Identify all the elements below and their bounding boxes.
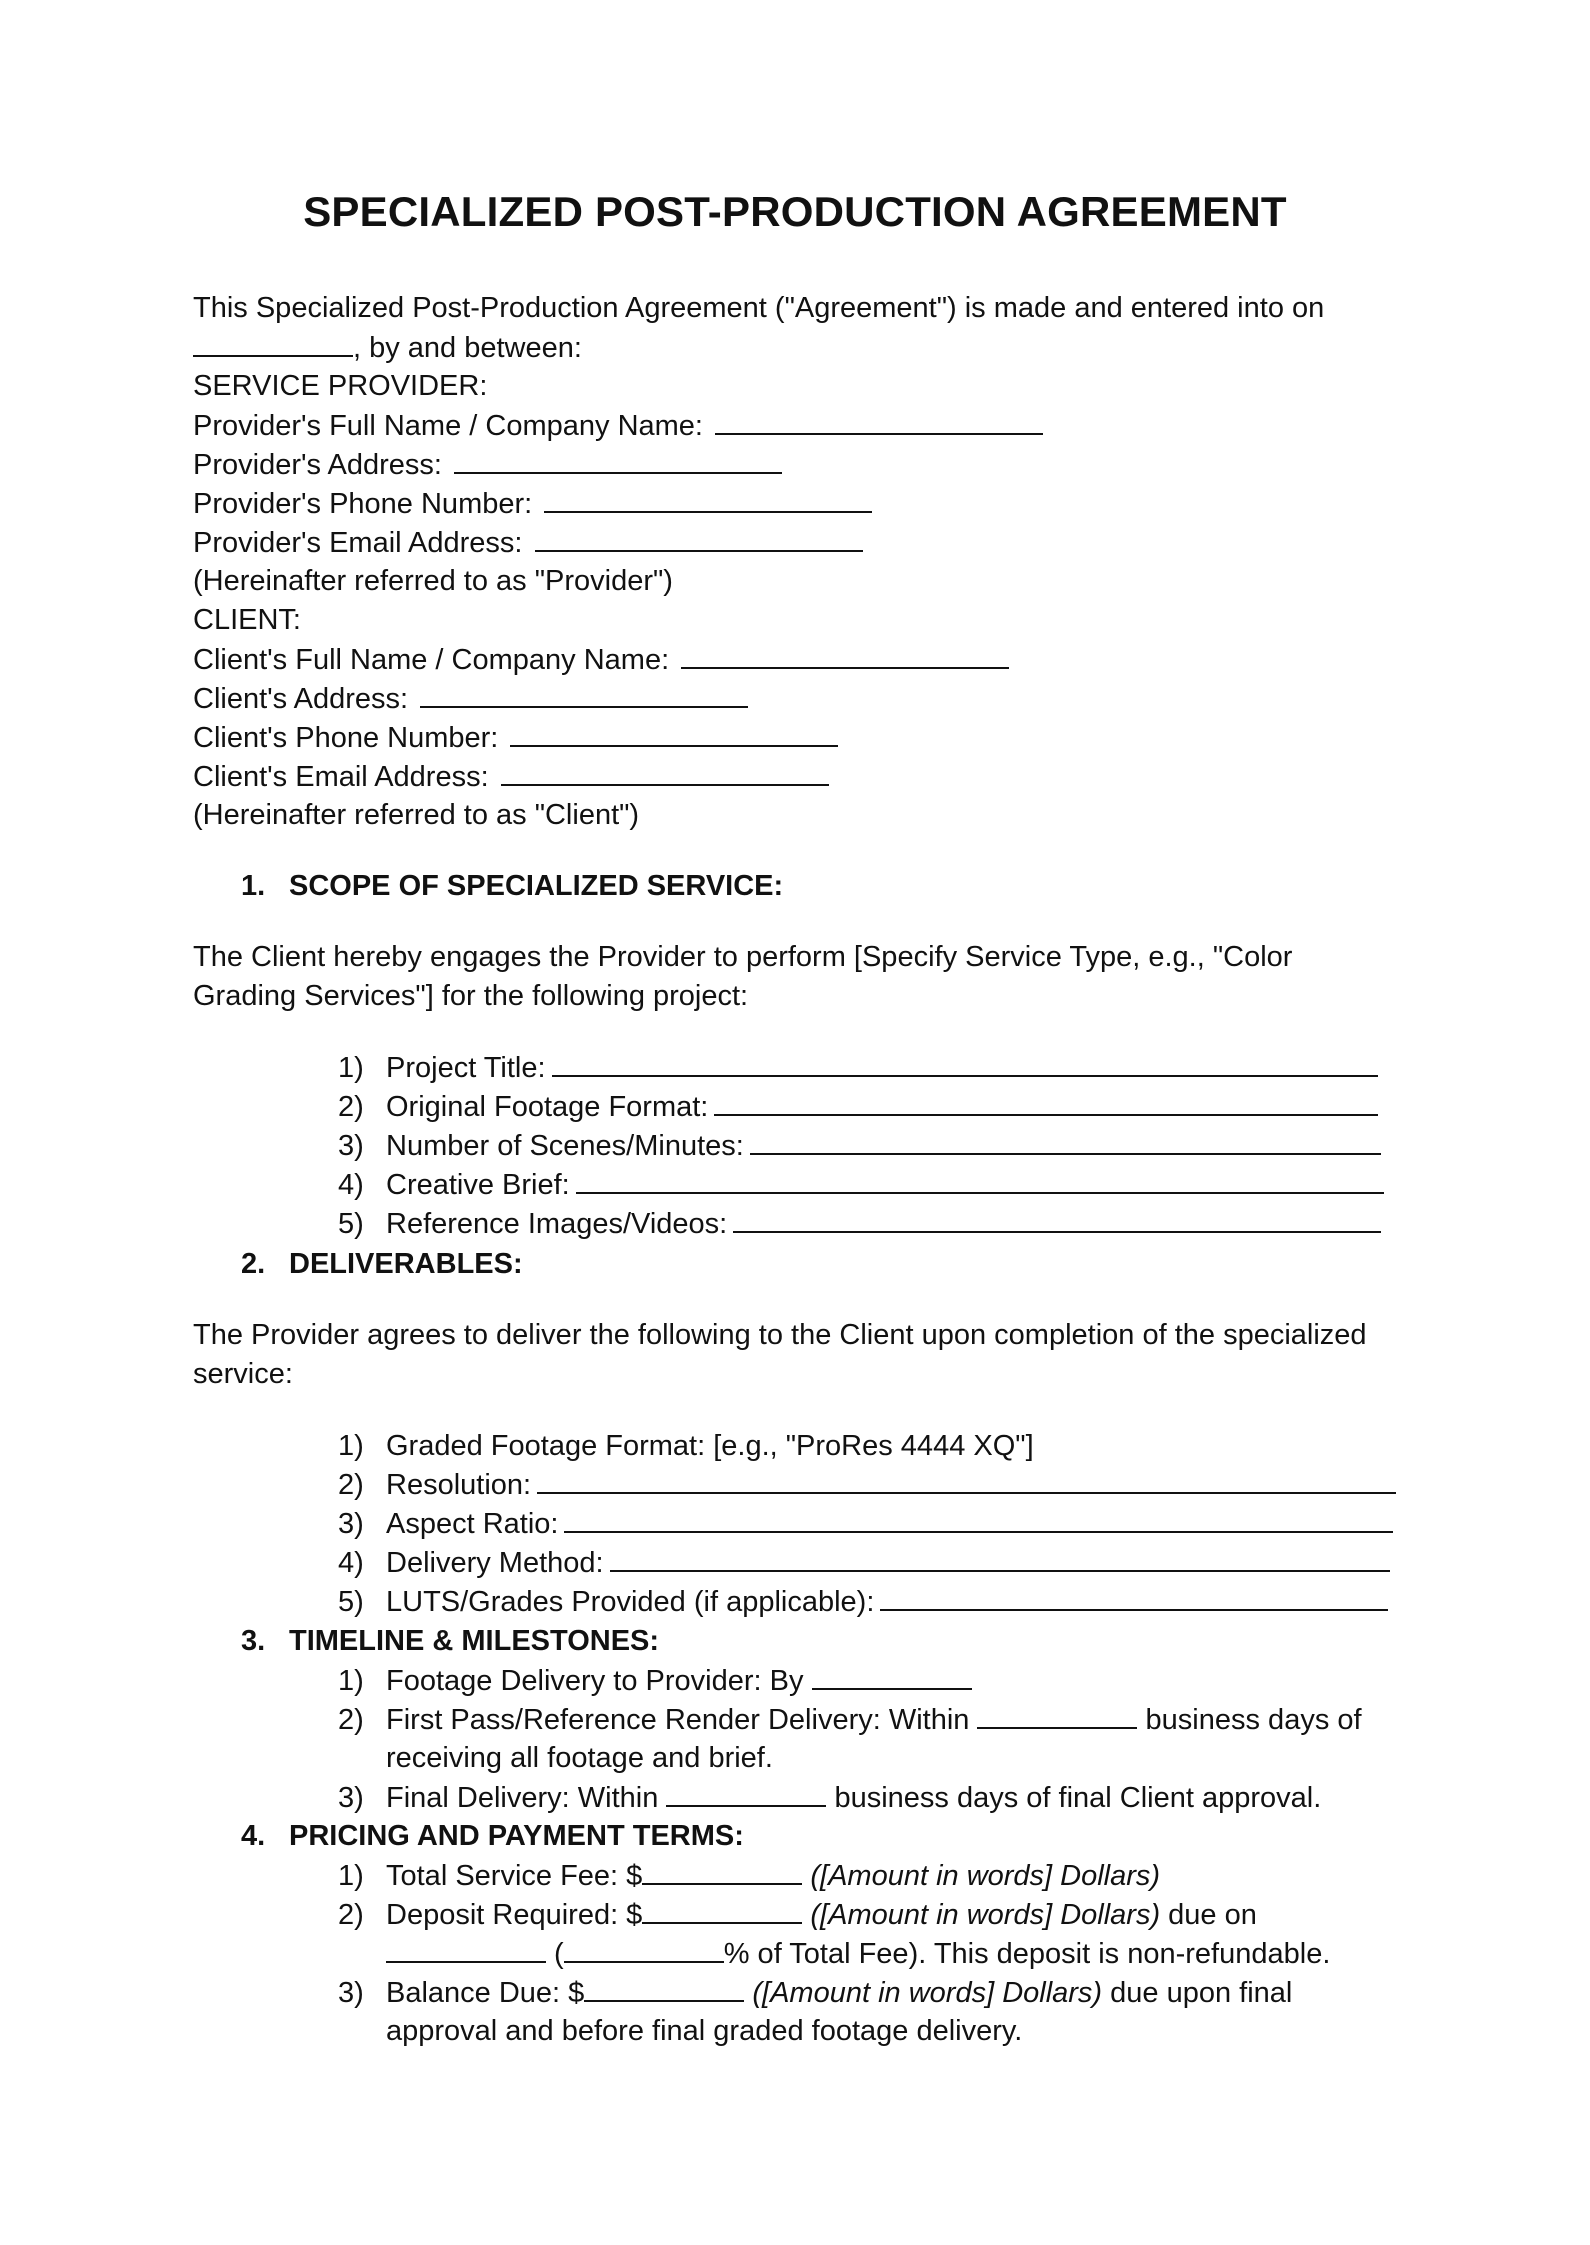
client-referred: (Hereinafter referred to as "Client")	[193, 799, 640, 831]
list-item: 3) Aspect Ratio:	[338, 1505, 1393, 1544]
list-item: 1) Footage Delivery to Provider: By	[338, 1661, 972, 1701]
list-item: 3) Final Delivery: Within business days of final Client approval.	[338, 1778, 1321, 1818]
list-item: 2) First Pass/Reference Render Delivery: Within business days of	[338, 1700, 1362, 1740]
list-item: 2) Deposit Required: $ ([Amount in words] Dollars) due on	[338, 1895, 1257, 1935]
client-name-blank[interactable]	[681, 640, 1009, 669]
client-email-row: Client's Email Address:	[193, 757, 829, 797]
section-1-para-2: Grading Services"] for the following project:	[193, 980, 749, 1012]
deposit-percent-blank[interactable]	[564, 1934, 724, 1963]
list-item: 5) LUTS/Grades Provided (if applicable):	[338, 1583, 1388, 1622]
section-1-heading: 1. SCOPE OF SPECIALIZED SERVICE:	[241, 870, 784, 902]
scenes-minutes-blank[interactable]	[750, 1127, 1381, 1155]
total-fee-blank[interactable]	[642, 1856, 802, 1885]
section-2-para-2: service:	[193, 1358, 293, 1390]
provider-heading: SERVICE PROVIDER:	[193, 370, 488, 402]
list-item: 5) Reference Images/Videos:	[338, 1205, 1381, 1244]
client-name-row: Client's Full Name / Company Name:	[193, 640, 1009, 680]
list-item-continuation: ( % of Total Fee). This deposit is non-refundable.	[386, 1934, 1330, 1974]
list-item: 1) Project Title:	[338, 1049, 1378, 1088]
list-item: 2) Resolution:	[338, 1466, 1396, 1505]
provider-name-blank[interactable]	[715, 406, 1043, 435]
resolution-blank[interactable]	[537, 1466, 1396, 1494]
client-address-blank[interactable]	[420, 679, 748, 708]
delivery-method-blank[interactable]	[610, 1544, 1390, 1572]
reference-media-blank[interactable]	[733, 1205, 1381, 1233]
provider-email-row: Provider's Email Address:	[193, 523, 863, 563]
client-phone-row: Client's Phone Number:	[193, 718, 838, 758]
deposit-amount-blank[interactable]	[642, 1895, 802, 1924]
deposit-date-blank[interactable]	[386, 1934, 546, 1963]
final-delivery-days-blank[interactable]	[666, 1778, 826, 1807]
list-item-continuation: receiving all footage and brief.	[386, 1742, 773, 1774]
aspect-ratio-blank[interactable]	[564, 1505, 1393, 1533]
provider-address-blank[interactable]	[454, 445, 782, 474]
luts-blank[interactable]	[880, 1583, 1388, 1611]
section-2-para-1: The Provider agrees to deliver the following to the Client upon completion of the specialized	[193, 1319, 1367, 1351]
client-email-blank[interactable]	[501, 757, 829, 786]
footage-delivery-date-blank[interactable]	[812, 1661, 972, 1690]
section-1-para-1: The Client hereby engages the Provider to perform [Specify Service Type, e.g., "Color	[193, 941, 1293, 973]
client-phone-blank[interactable]	[510, 718, 838, 747]
list-item: 1) Total Service Fee: $ ([Amount in words] Dollars)	[338, 1856, 1160, 1896]
provider-email-blank[interactable]	[535, 523, 863, 552]
project-title-blank[interactable]	[552, 1049, 1378, 1077]
creative-brief-blank[interactable]	[576, 1166, 1384, 1194]
section-2-heading: 2. DELIVERABLES:	[241, 1248, 523, 1280]
provider-phone-blank[interactable]	[544, 484, 872, 513]
provider-referred: (Hereinafter referred to as "Provider")	[193, 565, 673, 597]
list-item: 3) Number of Scenes/Minutes:	[338, 1127, 1381, 1166]
provider-phone-row: Provider's Phone Number:	[193, 484, 872, 524]
list-item: 2) Original Footage Format:	[338, 1088, 1378, 1127]
balance-amount-blank[interactable]	[584, 1973, 744, 2002]
footage-format-blank[interactable]	[714, 1088, 1378, 1116]
first-pass-days-blank[interactable]	[977, 1700, 1137, 1729]
provider-address-row: Provider's Address:	[193, 445, 782, 485]
document-title: SPECIALIZED POST-PRODUCTION AGREEMENT	[303, 188, 1287, 235]
client-address-row: Client's Address:	[193, 679, 748, 719]
date-blank[interactable]	[193, 328, 353, 357]
client-heading: CLIENT:	[193, 604, 301, 636]
list-item: 3) Balance Due: $ ([Amount in words] Dollars) due upon final	[338, 1973, 1292, 2013]
list-item: 1) Graded Footage Format: [e.g., "ProRes 4444 XQ"]	[338, 1430, 1034, 1462]
intro-line-2: , by and between:	[193, 328, 582, 368]
provider-name-row: Provider's Full Name / Company Name:	[193, 406, 1043, 446]
list-item: 4) Delivery Method:	[338, 1544, 1390, 1583]
section-3-heading: 3. TIMELINE & MILESTONES:	[241, 1625, 660, 1657]
list-item-continuation: approval and before final graded footage delivery.	[386, 2015, 1023, 2047]
section-4-heading: 4. PRICING AND PAYMENT TERMS:	[241, 1820, 744, 1852]
intro-line-1: This Specialized Post-Production Agreement ("Agreement") is made and entered into on	[193, 292, 1325, 324]
list-item: 4) Creative Brief:	[338, 1166, 1384, 1205]
